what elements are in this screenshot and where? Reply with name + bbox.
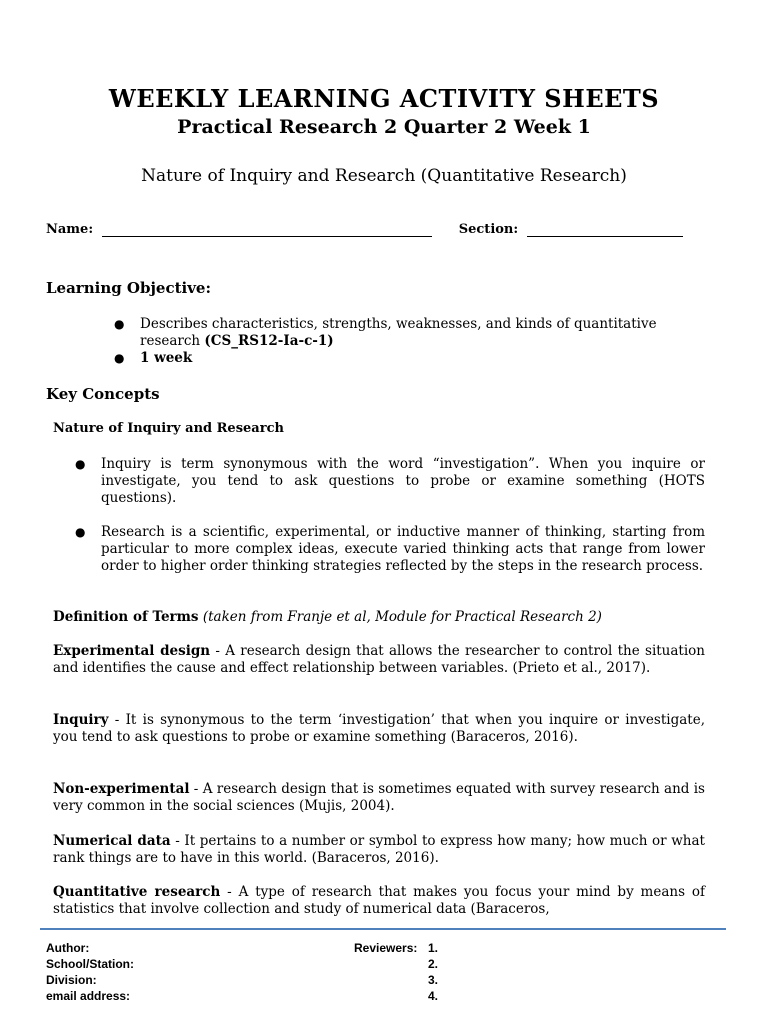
reviewer-number: 1. [427,941,438,955]
definition-entry: Numerical data - It pertains to a number or symbol to express how many; how much or what rank things are to have in this world. (Baraceros, 2016). [53,833,705,866]
bullet-icon: ● [114,317,125,331]
reviewer-numbers [418,940,438,1004]
worksheet-title: WEEKLY LEARNING ACTIVITY SHEETS [108,84,660,113]
worksheet-subtitle: Practical Research 2 Quarter 2 Week 1 [177,116,591,138]
bullet-icon: ● [75,525,86,539]
definition-entry: Inquiry - It is synonymous to the term ‘investigation’ that when you inquire or investigate, you tend to ask questions to probe or examine something (Baraceros, 2016). [53,712,705,745]
definition-entry: Non-experimental - A research design that is sometimes equated with survey research and is very common in the social sciences (Mujis, 2004). [53,781,705,814]
concept-list [75,456,705,507]
reviewer-number: 3. [427,973,438,987]
footer-divider [40,928,726,930]
email-label: email address: [46,989,131,1003]
concept-list [75,524,705,575]
objective-list [114,316,712,367]
concept-item: ● Inquiry is term synonymous with the word “investigation”. When you inquire or investigate, you tend to ask questions to probe or examine something (HOTS questions). [75,456,705,506]
objective-item: ● Describes characteristics, strengths, weaknesses, and kinds of quantitative research (CS_RS12-Ia-c-1) [114,316,657,349]
bullet-icon: ● [75,457,86,471]
name-section-row [46,222,683,237]
definition-entry: Quantitative research - A type of research that makes you focus your mind by means of statistics that involve collection and study of numerical data (Baraceros, [53,884,705,917]
author-label: Author: [46,941,90,955]
name-label: Name: [46,222,94,237]
objective-duration: ● 1 week [114,350,193,366]
definition-of-terms-heading: Definition of Terms (taken from Franje et al, Module for Practical Research 2) [53,609,602,625]
section-label: Section: [458,222,519,237]
footer-left [46,940,246,1004]
name-field[interactable] [102,224,432,237]
lesson-title: Nature of Inquiry and Research (Quantitative Research) [141,166,627,186]
reviewers-label: Reviewers: [354,941,418,955]
section-field[interactable] [527,224,683,237]
division-label: Division: [46,973,97,987]
definition-entry: Experimental design - A research design that allows the researcher to control the situation and identifies the cause and effect relationship between variables. (Prieto et al., 2017). [53,643,705,676]
learning-objective-heading: Learning Objective: [46,279,212,297]
inquiry-research-subheading: Nature of Inquiry and Research [53,421,284,436]
key-concepts-heading: Key Concepts [46,385,160,403]
school-station-label: School/Station: [46,957,134,971]
reviewer-number: 4. [427,989,438,1003]
concept-item: ● Research is a scientific, experimental, or inductive manner of thinking, starting from particular to more complex ideas, execute varied thinking acts that range from lower order to higher order thinking strategies reflected by the steps in the research process. [75,524,705,574]
reviewer-number: 2. [427,957,438,971]
bullet-icon: ● [114,351,125,365]
